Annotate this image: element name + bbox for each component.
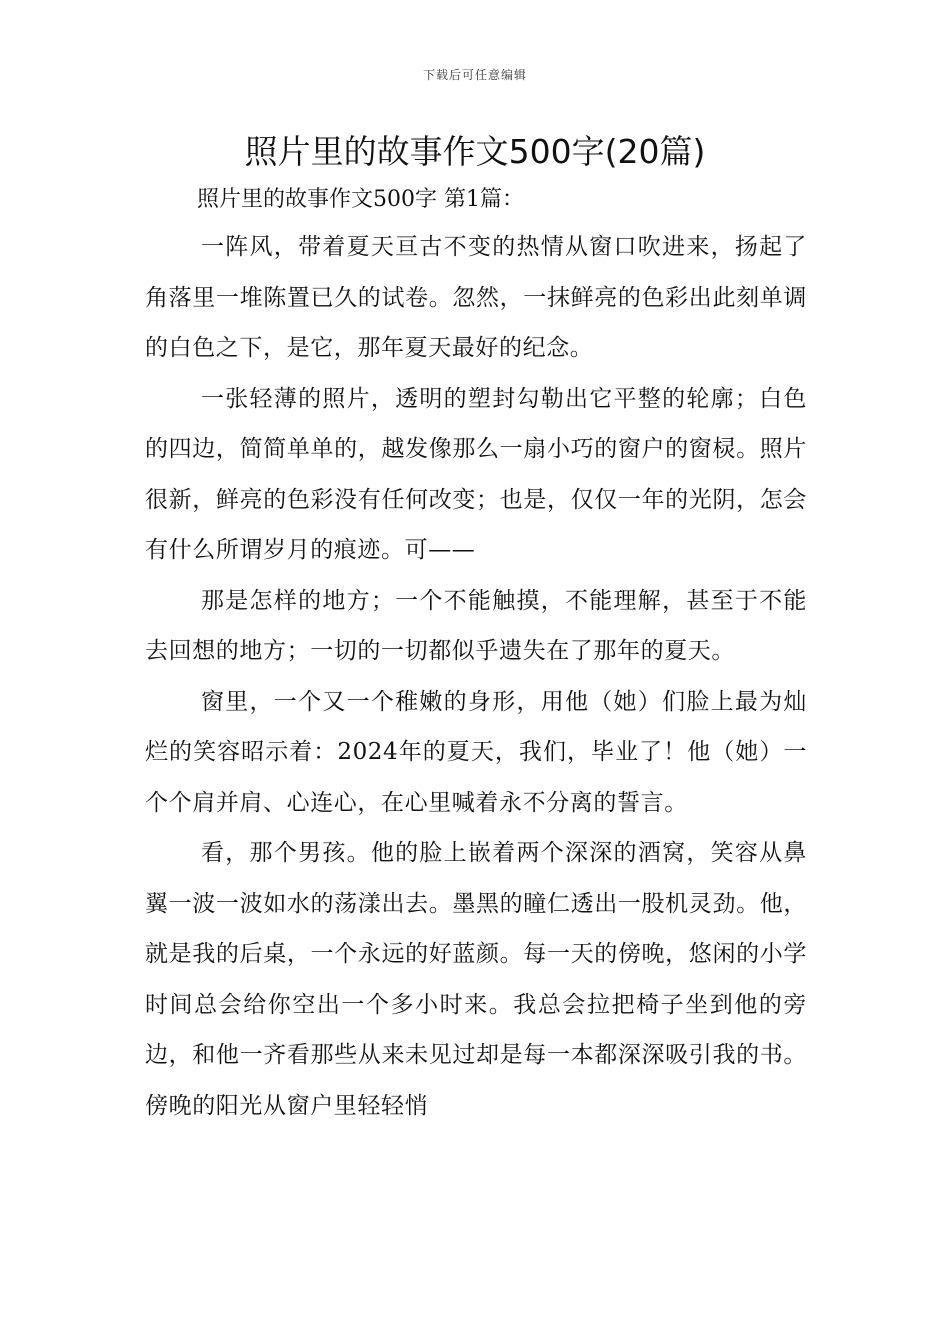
paragraph-2: 一张轻薄的照片，透明的塑封勾勒出它平整的轮廓；白色的四边，简简单单的，越发像那么一扇小巧的窗户的窗棂。照片很新，鲜亮的色彩没有任何改变；也是，仅仅一年的光阴，怎会有什么所谓岁月的痕迹。可——	[145, 385, 807, 563]
document-body	[145, 180, 807, 1131]
document-title: 照片里的故事作文500字(20篇)	[244, 132, 706, 171]
paragraph-4: 窗里，一个又一个稚嫩的身形，用他（她）们脸上最为灿烂的笑容昭示着：2024年的夏天，我们，毕业了！他（她）一个个肩并肩、心连心，在心里喊着永不分离的誓言。	[145, 688, 807, 816]
paragraph-1: 一阵风，带着夏天亘古不变的热情从窗口吹进来，扬起了角落里一堆陈置已久的试卷。忽然，一抹鲜亮的色彩出此刻单调的白色之下，是它，那年夏天最好的纪念。	[145, 234, 807, 361]
paragraph-3: 那是怎样的地方；一个不能触摸，不能理解，甚至于不能去回想的地方；一切的一切都似乎遗失在了那年的夏天。	[145, 587, 807, 664]
section-heading: 照片里的故事作文500字 第1篇：	[197, 187, 524, 212]
paragraph-5: 看，那个男孩。他的脸上嵌着两个深深的酒窝，笑容从鼻翼一波一波如水的荡漾出去。墨黑的瞳仁透出一股机灵劲。他，就是我的后桌，一个永远的好蓝颜。每一天的傍晚，悠闲的小学时间总会给你空出一个多小时来。我总会拉把椅子坐到他的旁边，和他一齐看那些从来未见过却是每一本都深深吸引我的书。傍晚的阳光从窗户里轻轻悄	[145, 840, 807, 1119]
header-note: 下载后可任意编辑	[422, 68, 527, 82]
